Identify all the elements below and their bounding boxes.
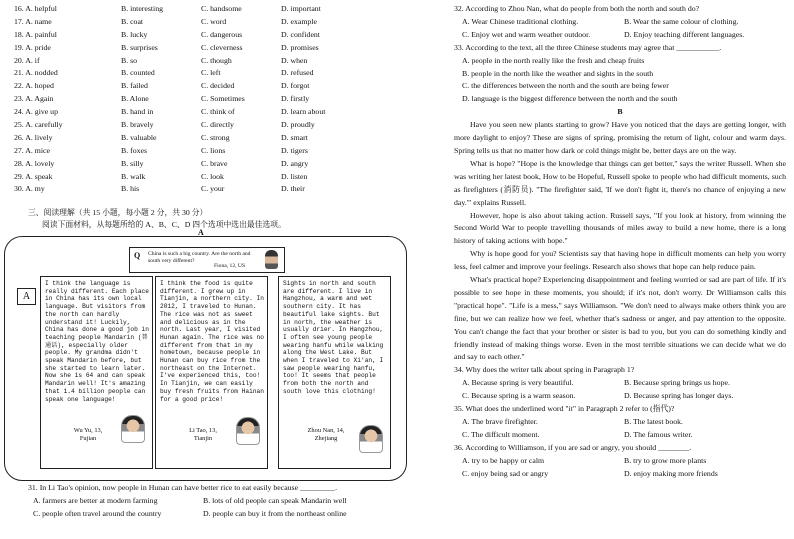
option-cell: 27. A. mice <box>14 145 50 155</box>
option-cell: C. decided <box>201 81 235 91</box>
question-text: China is such a big country. Are the north and south very different? <box>148 251 251 264</box>
option-cell: D. tigers <box>281 145 308 155</box>
option-c: C. Enjoy wet and warm weather outdoor. <box>462 29 591 39</box>
option-cell: 19. A. pride <box>14 42 51 52</box>
option-row <box>14 133 404 146</box>
option-c: C. enjoy being sad or angry <box>462 468 549 478</box>
option-cell: 28. A. lovely <box>14 158 55 168</box>
option-c: C. people often travel around the country <box>33 508 162 518</box>
option-cell: C. your <box>201 184 225 194</box>
option-cell: B. valuable <box>121 132 157 142</box>
option-cell: D. firstly <box>281 94 310 104</box>
option-cell: D. their <box>281 184 305 194</box>
passage-b-paragraph-5: What's practical hope? Experiencing disappointment and feeling worried or sad are part of life. If it's possible to see hope in these moments, you should; if it's not, don't worry. Dr Williamson calls this "practical hope". "Life is a mess," says Williamson. "We don't need to always make others think you are fine, but we can realize how we feel, whether that's sadness or anger, and pay attention to the opposite. You can't change the fact that your brother or sister is bad to you, but you can do something kindly and friendly instead of making things worse. Even in the most terrible situations we can decide what we do and say to each other." <box>454 275 786 362</box>
passage-b-paragraph-2: What is hope? "Hope is the knowledge that things can get better," says the writer Russell. When she was writing her latest book, How to be Hopeful, Russell spoke to people who had difficult moments, such as firefighters (消防员). "The firefighter said, 'If we don't fight it, there's no chance of enjoying a new day.'" explains Russell. <box>454 158 786 207</box>
option-row <box>14 94 404 107</box>
cloze-options-grid <box>14 4 404 197</box>
fiona-photo <box>265 250 278 269</box>
option-cell: C. left <box>201 68 221 78</box>
option-d: D. enjoy making more friends <box>624 468 718 478</box>
option-c: C. the differences between the north and the south are being fewer <box>462 81 669 91</box>
option-d: D. The famous writer. <box>624 429 693 439</box>
passage-b-label: B <box>617 107 623 117</box>
question-box <box>129 247 285 273</box>
option-cell: D. when <box>281 55 308 65</box>
option-cell: 24. A. give up <box>14 107 58 117</box>
option-cell: B. so <box>121 55 138 65</box>
option-cell: D. example <box>281 16 317 26</box>
option-cell: 20. A. if <box>14 55 40 65</box>
option-cell: B. coat <box>121 16 144 26</box>
option-cell: B. foxes <box>121 145 147 155</box>
option-cell: 16. A. helpful <box>14 4 57 13</box>
card-li-tao <box>155 276 268 469</box>
question-32: 32. According to Zhou Nan, what do people from both the north and south do? <box>454 4 700 13</box>
question-letter: Q <box>134 251 141 260</box>
right-column <box>454 3 786 481</box>
option-cell: D. refused <box>281 68 314 78</box>
option-cell: D. learn about <box>281 107 326 117</box>
option-row <box>14 107 404 120</box>
option-row <box>14 146 404 159</box>
option-cell: D. promises <box>281 42 319 52</box>
option-b: B. The latest book. <box>624 417 683 426</box>
question-31 <box>28 482 408 521</box>
option-cell: C. dangerous <box>201 29 243 39</box>
passage-a-label: A <box>198 228 204 237</box>
option-d: D. Enjoy teaching different languages. <box>624 29 745 39</box>
option-cell: C. handsome <box>201 4 242 13</box>
option-row <box>14 120 404 133</box>
option-row <box>14 56 404 69</box>
option-cell: 25. A. carefully <box>14 120 63 130</box>
card-text: Sights in north and south are different. I live in Hangzhou, a warm and wet southern city. It has beautiful lake sights. But in north, the weather is usually drier. In Hangzhou, I often see young people wearing hanfu while walking along the West Lake. But when I traveled to Xi'an, I saw people wearing hanfu, too! It seems that people from both the north and south love this clothing! <box>283 280 384 395</box>
card-wu-yu <box>40 276 153 469</box>
option-cell: 30. A. my <box>14 184 45 194</box>
option-cell: B. Alone <box>121 94 149 104</box>
author-place: Tianjin <box>193 435 213 442</box>
option-cell: D. forgot <box>281 81 310 91</box>
card-zhou-nan <box>278 276 391 469</box>
option-cell: D. important <box>281 4 321 13</box>
option-cell: B. lucky <box>121 29 148 39</box>
option-cell: D. smart <box>281 132 308 142</box>
option-cell: B. surprises <box>121 42 158 52</box>
option-row <box>14 68 404 81</box>
question-36: 36. According to Williamson, if you are sad or angry, you should ________. <box>454 442 692 452</box>
option-b: B. lots of old people can speak Mandarin well <box>203 495 347 505</box>
option-cell: B. interesting <box>121 4 164 13</box>
option-cell: 29. A. speak <box>14 171 53 181</box>
option-cell: C. lions <box>201 145 226 155</box>
option-cell: D. proudly <box>281 120 315 130</box>
option-cell: C. look <box>201 171 224 181</box>
option-row <box>14 30 404 43</box>
option-cell: B. bravely <box>121 120 154 130</box>
question-34: 34. Why does the writer talk about spring in Paragraph 1? <box>454 365 635 375</box>
option-a: A. try to be happy or calm <box>462 455 545 465</box>
option-cell: 26. A. lively <box>14 132 53 142</box>
option-cell: 22. A. hoped <box>14 81 54 91</box>
option-row <box>14 17 404 30</box>
option-cell: B. hand in <box>121 107 154 117</box>
question-from: Fiona, 12, US <box>214 263 246 269</box>
option-c: C. Because spring is a warm season. <box>462 391 576 401</box>
student-photo <box>236 417 260 445</box>
option-cell: C. though <box>201 55 232 65</box>
option-b: B. Wear the same colour of clothing. <box>624 16 739 26</box>
option-cell: C. strong <box>201 132 230 142</box>
student-photo <box>121 415 145 443</box>
passage-b-paragraph-1: Have you seen new plants starting to grow? Have you noticed that the days are getting longer, with more daylight to enjoy? These are signs of spring, promising the return of light, colour and warm days. Spring tells us that no matter how dark or cold things might be, better days are on the way. <box>454 120 786 155</box>
option-cell: C. cleverness <box>201 42 243 52</box>
option-cell: 18. A. painful <box>14 29 57 39</box>
passage-b-paragraph-4: Why is hope good for you? Scientists say that having hope in difficult moments can help you worry less, feel calmer and improve your feelings. Research also shows that hope can help reduce pain. <box>454 249 786 272</box>
option-cell: B. walk <box>121 171 146 181</box>
option-row <box>14 81 404 94</box>
student-photo <box>359 425 383 453</box>
option-cell: C. word <box>201 16 227 26</box>
option-cell: C. brave <box>201 158 228 168</box>
author-name: Li Tao, 13, <box>189 427 217 434</box>
section-3-title: 三、阅读理解（共 15 小题，每小题 2 分，共 30 分） <box>28 208 208 217</box>
card-text: I think the language is really different. Each place in China has its own local language. But visitors from the north can hardly understand it! Luckily, China has done a good job in teaching people Mandarin (普通话), especially older people. My grandma didn't speak Mandarin before, but she started to learn later. Now she is 64 and can speak Mandarin well! It's amazing that 1.4 billion people can speak one language! <box>45 280 149 403</box>
option-cell: C. Sometimes <box>201 94 245 104</box>
option-a: A. Because spring is very beautiful. <box>462 378 574 388</box>
option-cell: 21. A. nodded <box>14 68 58 78</box>
passage-b-paragraph-3: However, hope is also about taking action. Russell says, "If you look at history, from winning the Second World War to people travelling thousands of miles away to build a new home, there is a long history of taking actions with hope." <box>454 210 786 246</box>
option-a: A. farmers are better at modern farming <box>33 495 158 505</box>
card-text: I think the food is quite different. I grew up in Tianjin, a northern city. In 2012, I traveled to Hunan. The rice was not as sweet and delicious as in the north. Last year, I visited Hunan again. The rice was no different from that in my hometown, because people in Hunan can buy rice from the northeast on the Internet. I've experienced this, too! In Tianjin, we can easily buy fresh fruits from Hainan for a good price! <box>160 280 264 403</box>
question-33: 33. According to the text, all the three Chinese students may agree that ___________. <box>454 42 722 52</box>
card-author <box>63 427 113 443</box>
option-a: A. Wear Chinese traditional clothing. <box>462 16 579 26</box>
option-a: A. people in the north really like the fresh and cheap fruits <box>462 55 645 65</box>
question-35: 35. What does the underlined word "it" in Paragraph 2 refer to (指代)? <box>454 404 675 414</box>
option-row <box>14 43 404 56</box>
option-cell: B. failed <box>121 81 148 91</box>
option-cell: 17. A. name <box>14 16 52 26</box>
option-a: A. The brave firefighter. <box>462 417 538 426</box>
author-place: Zhejiang <box>314 435 338 442</box>
passage-a-badge: A <box>17 288 36 305</box>
option-row <box>14 184 404 197</box>
section-3-instruction: 阅读下面材料，从每题所给的 A、B、C、D 四个选项中选出最佳选项。 <box>42 220 286 229</box>
option-d: D. Because spring has longer days. <box>624 391 734 401</box>
option-cell: C. directly <box>201 120 234 130</box>
option-b: B. try to grow more plants <box>624 455 707 465</box>
option-cell: B. silly <box>121 158 144 168</box>
option-c: C. The difficult moment. <box>462 429 540 439</box>
option-cell: C. think of <box>201 107 235 117</box>
option-b: B. people in the north like the weather and sights in the south <box>462 68 654 78</box>
card-author <box>178 427 228 443</box>
card-author <box>297 427 355 443</box>
option-cell: D. listen <box>281 171 308 181</box>
option-cell: 23. A. Again <box>14 94 54 104</box>
option-row <box>14 4 404 17</box>
option-d: D. language is the biggest difference between the north and the south <box>462 94 678 104</box>
option-d: D. people can buy it from the northeast online <box>203 508 347 518</box>
option-row <box>14 159 404 172</box>
author-place: Fujian <box>79 435 97 442</box>
author-name: Zhou Nan, 14, <box>307 427 345 434</box>
option-cell: B. counted <box>121 68 155 78</box>
option-cell: D. angry <box>281 158 309 168</box>
question-stem: 31. In Li Tao's opinion, now people in Hunan can have better rice to eat easily because _________. <box>28 483 338 492</box>
option-cell: B. his <box>121 184 140 194</box>
author-name: Wu Yu, 13, <box>73 427 103 434</box>
option-cell: D. confident <box>281 29 320 39</box>
option-row <box>14 172 404 185</box>
option-b: B. Because spring brings us hope. <box>624 378 730 388</box>
